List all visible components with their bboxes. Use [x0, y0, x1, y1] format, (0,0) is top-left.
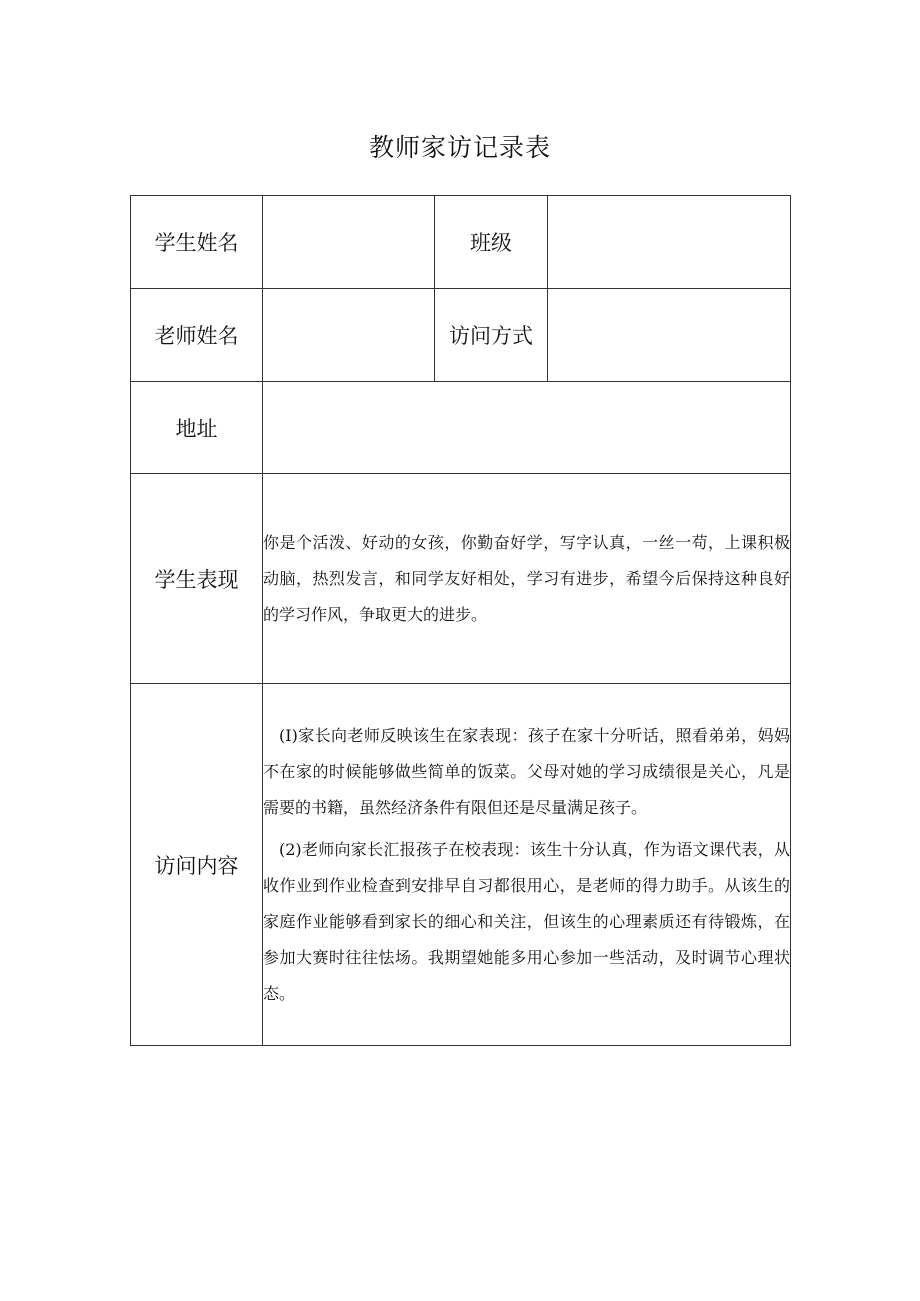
teacher-name-label: 老师姓名	[131, 289, 263, 382]
student-name-label: 学生姓名	[131, 196, 263, 289]
performance-label: 学生表现	[131, 474, 263, 684]
table-row	[131, 474, 791, 684]
visit-content-item-2: (2)老师向家长汇报孩子在校表现：该生十分认真，作为语文课代表，从收作业到作业检查到安排早自习都很用心，是老师的得力助手。从该生的家庭作业能够看到家长的细心和关注，但该生的心理素质还有待锻炼，在参加大赛时往往怯场。我期望她能多用心参加一些活动，及时调节心理状态。	[263, 839, 790, 1003]
page-title: 教师家访记录表	[368, 133, 551, 162]
table-row	[131, 684, 791, 1046]
visit-method-field[interactable]	[548, 289, 791, 382]
visit-content-label: 访问内容	[131, 684, 263, 1046]
table-row	[131, 196, 791, 289]
address-field[interactable]	[263, 382, 791, 474]
table-row	[131, 382, 791, 474]
visit-method-label: 访问方式	[435, 289, 548, 382]
table-row	[131, 289, 791, 382]
teacher-name-field[interactable]	[263, 289, 435, 382]
class-field[interactable]	[548, 196, 791, 289]
student-name-field[interactable]	[263, 196, 435, 289]
visit-content	[263, 684, 791, 1046]
visit-content-item-1: (I)家长向老师反映该生在家表现：孩子在家十分听话，照看弟弟，妈妈不在家的时候能够做些简单的饭菜。父母对她的学习成绩很是关心，凡是需要的书籍，虽然经济条件有限但还是尽量满足孩子。	[263, 725, 790, 817]
class-label: 班级	[435, 196, 548, 289]
visit-record-table	[130, 195, 791, 1046]
performance-text: 你是个活泼、好动的女孩，你勤奋好学，写字认真，一丝一苟，上课积极动脑，热烈发言，和同学友好相处，学习有进步，希望今后保持这种良好的学习作风，争取更大的进步。	[263, 474, 791, 684]
address-label: 地址	[131, 382, 263, 474]
